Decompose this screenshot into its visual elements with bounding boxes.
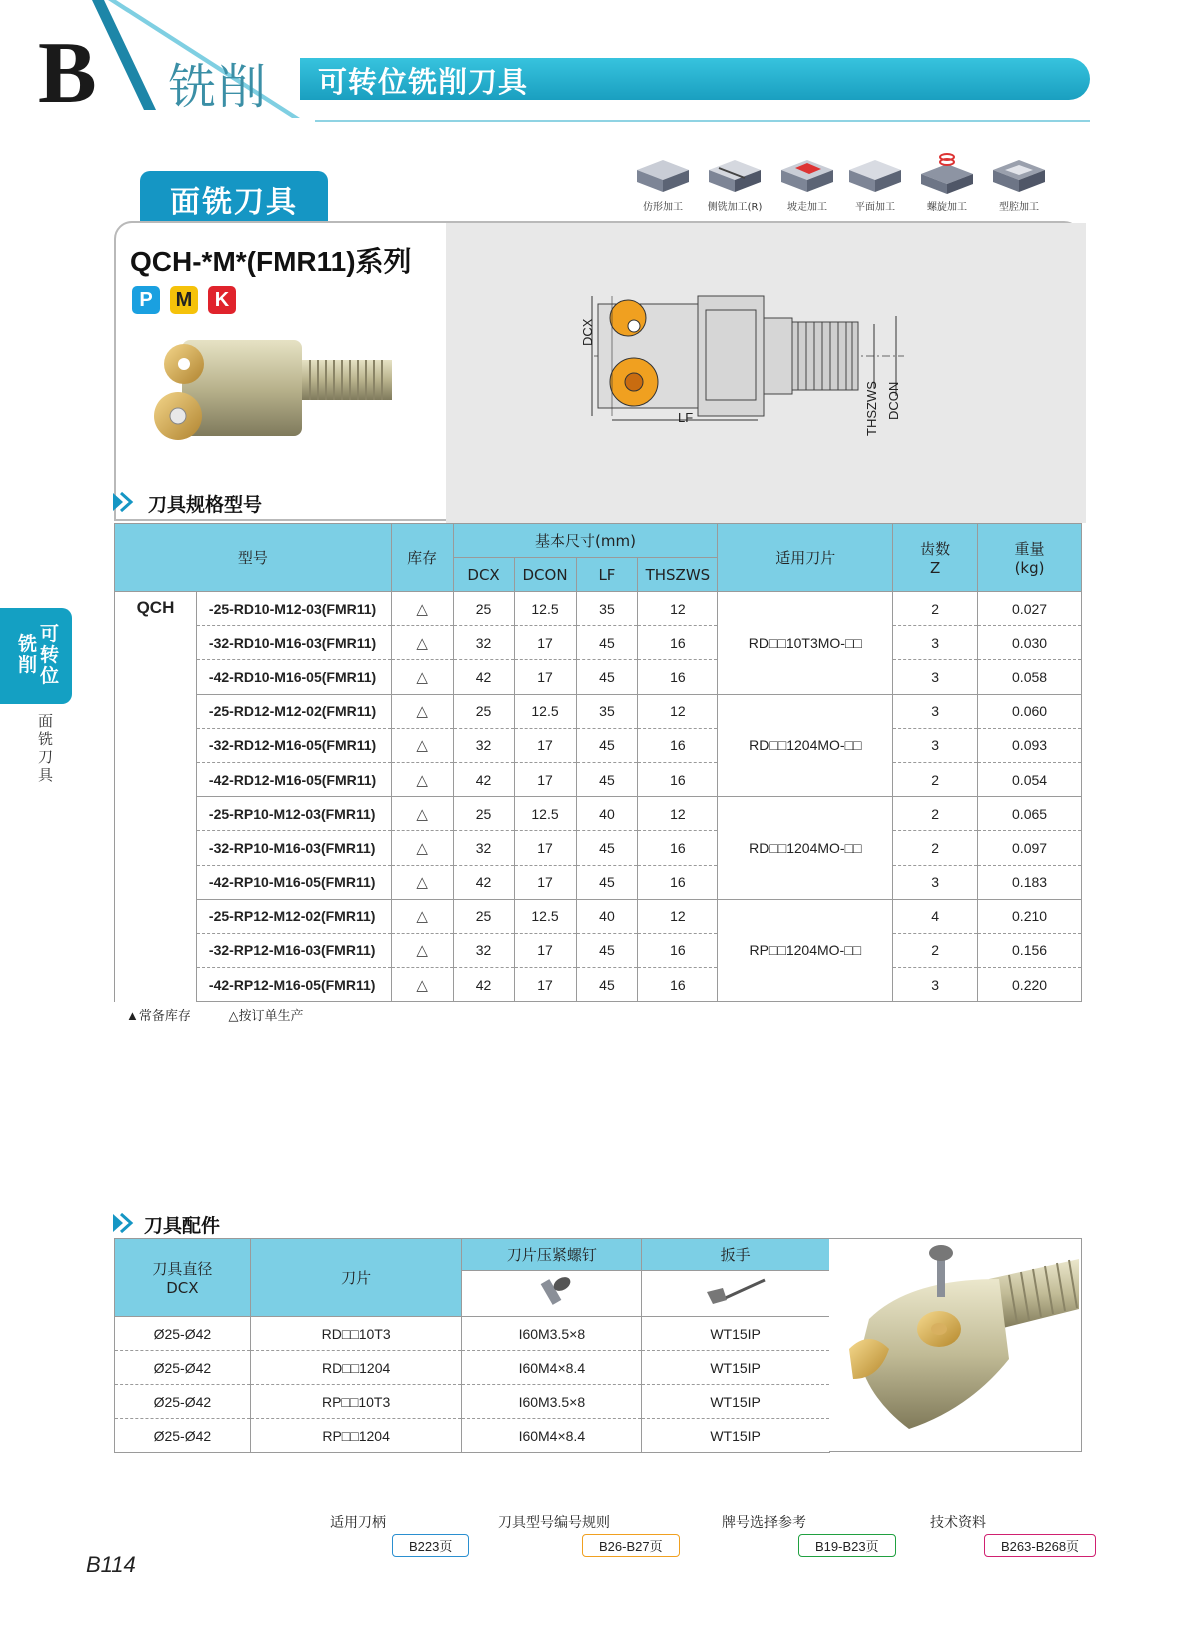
dcon-cell: 12.5	[514, 797, 576, 831]
screw-icon	[528, 1274, 576, 1310]
teeth-cell: 3	[893, 968, 978, 1002]
model-prefix: QCH	[115, 592, 197, 1002]
accessories-photo	[829, 1238, 1082, 1452]
legend-order: △按订单生产	[228, 1008, 304, 1023]
stock-cell: △	[391, 899, 453, 933]
accessories-table	[114, 1238, 830, 1453]
acc-insert-cell: RD□□10T3	[250, 1317, 462, 1351]
acc-insert-cell: RP□□10T3	[250, 1385, 462, 1419]
operation-profiling	[628, 152, 698, 213]
table-row	[115, 968, 1082, 1002]
acc-screw-cell: I60M3.5×8	[462, 1385, 642, 1419]
col-weight: 重量 (kg)	[978, 524, 1082, 592]
model-cell: -32-RP12-M16-03(FMR11)	[196, 933, 391, 967]
stock-cell: △	[391, 626, 453, 660]
operation-label: 螺旋加工	[927, 202, 967, 213]
operation-label: 型腔加工	[999, 202, 1039, 213]
lf-cell: 45	[576, 728, 638, 762]
weight-cell: 0.097	[978, 831, 1082, 865]
page-number: B114	[86, 1552, 136, 1577]
xref-page[interactable]: B19-B23页	[798, 1534, 896, 1557]
teeth-cell: 3	[893, 728, 978, 762]
table-row	[115, 933, 1082, 967]
dcx-cell: 25	[453, 694, 514, 728]
operation-label: 坡走加工	[787, 202, 827, 213]
acc-wrench-cell: WT15IP	[642, 1419, 830, 1453]
teeth-cell: 2	[893, 797, 978, 831]
col-dims: 基本尺寸(mm)	[453, 524, 718, 558]
thszws-label: THSZWS	[864, 381, 879, 436]
col-stock: 库存	[391, 524, 453, 592]
operation-side-milling	[700, 152, 770, 213]
model-cell: -25-RP10-M12-03(FMR11)	[196, 797, 391, 831]
tool-assembly-photo	[829, 1239, 1081, 1451]
wrench-icon	[701, 1274, 771, 1310]
double-arrow-icon	[113, 1212, 143, 1234]
dcon-cell: 17	[514, 762, 576, 796]
dcx-cell: 32	[453, 626, 514, 660]
table-row	[115, 1317, 830, 1351]
side-subsection-label: 面铣刀具	[38, 712, 54, 784]
lf-cell: 40	[576, 797, 638, 831]
lf-cell: 40	[576, 899, 638, 933]
model-cell: -32-RP10-M16-03(FMR11)	[196, 831, 391, 865]
weight-cell: 0.093	[978, 728, 1082, 762]
xref-label: 适用刀柄	[330, 1515, 386, 1531]
model-cell: -25-RD10-M12-03(FMR11)	[196, 592, 391, 626]
stock-cell: △	[391, 831, 453, 865]
acc-insert-cell: RD□□1204	[250, 1351, 462, 1385]
table-row	[115, 1419, 830, 1453]
stock-cell: △	[391, 797, 453, 831]
double-arrow-icon	[113, 491, 143, 513]
table-row	[115, 762, 1082, 796]
acc-dia-cell: Ø25-Ø42	[115, 1419, 251, 1453]
section-title: 铣削	[168, 59, 269, 115]
teeth-cell: 4	[893, 899, 978, 933]
teeth-cell: 2	[893, 933, 978, 967]
wrench-icon-cell	[642, 1271, 830, 1317]
dcx-cell: 42	[453, 762, 514, 796]
acc-col-insert: 刀片	[250, 1239, 462, 1317]
thszws-cell: 16	[638, 660, 718, 694]
acc-screw-cell: I60M4×8.4	[462, 1419, 642, 1453]
table-row	[115, 797, 1082, 831]
col-model: 型号	[115, 524, 392, 592]
model-cell: -42-RP10-M16-05(FMR11)	[196, 865, 391, 899]
weight-cell: 0.058	[978, 660, 1082, 694]
acc-wrench-cell: WT15IP	[642, 1317, 830, 1351]
dcon-label: DCON	[886, 381, 901, 420]
col-dcon: DCON	[514, 558, 576, 592]
operation-helical	[912, 152, 982, 213]
lf-cell: 45	[576, 762, 638, 796]
thszws-cell: 16	[638, 762, 718, 796]
accessories-heading: 刀具配件	[144, 1215, 221, 1237]
lf-cell: 45	[576, 660, 638, 694]
weight-cell: 0.027	[978, 592, 1082, 626]
legend-standard: ▲常备库存	[126, 1008, 191, 1023]
section-letter: B	[38, 25, 97, 122]
screw-icon-cell	[462, 1271, 642, 1317]
table-row	[115, 660, 1082, 694]
teeth-cell: 3	[893, 626, 978, 660]
thszws-cell: 12	[638, 592, 718, 626]
lf-cell: 45	[576, 831, 638, 865]
dcx-cell: 25	[453, 797, 514, 831]
insert-cell: RP□□1204MO-□□	[718, 899, 893, 1002]
thszws-cell: 12	[638, 694, 718, 728]
dcx-cell: 42	[453, 968, 514, 1002]
stock-cell: △	[391, 762, 453, 796]
model-cell: -25-RP12-M12-02(FMR11)	[196, 899, 391, 933]
lf-cell: 45	[576, 865, 638, 899]
xref-page[interactable]: B26-B27页	[582, 1534, 680, 1557]
thszws-cell: 16	[638, 831, 718, 865]
dcx-cell: 42	[453, 660, 514, 694]
header-divider	[315, 120, 1090, 122]
table-row	[115, 1351, 830, 1385]
profiling-icon	[633, 152, 693, 196]
page-title: 可转位铣削刀具	[318, 65, 529, 99]
acc-col-screw: 刀片压紧螺钉	[462, 1239, 642, 1271]
model-cell: -42-RD12-M16-05(FMR11)	[196, 762, 391, 796]
teeth-cell: 2	[893, 762, 978, 796]
table-row	[115, 694, 1082, 728]
dcon-cell: 12.5	[514, 694, 576, 728]
lf-cell: 45	[576, 968, 638, 1002]
material-badge-m: M	[170, 286, 198, 314]
weight-cell: 0.060	[978, 694, 1082, 728]
stock-cell: △	[391, 933, 453, 967]
dcon-cell: 17	[514, 865, 576, 899]
dcx-label: DCX	[580, 318, 595, 346]
dcon-cell: 12.5	[514, 592, 576, 626]
stock-cell: △	[391, 592, 453, 626]
xref-page[interactable]: B263-B268页	[984, 1534, 1096, 1557]
table-row	[115, 1385, 830, 1419]
side-milling-icon	[705, 152, 765, 196]
series-title: QCH-*M*(FMR11)系列	[130, 246, 412, 277]
dcon-cell: 17	[514, 968, 576, 1002]
acc-col-dia: 刀具直径 DCX	[115, 1239, 251, 1317]
stock-cell: △	[391, 865, 453, 899]
dcon-cell: 17	[514, 660, 576, 694]
table-row	[115, 728, 1082, 762]
operation-icons	[628, 152, 1058, 218]
technical-drawing	[580, 296, 924, 446]
model-cell: -32-RD10-M16-03(FMR11)	[196, 626, 391, 660]
stock-cell: △	[391, 660, 453, 694]
col-dcx: DCX	[453, 558, 514, 592]
category-title: 面铣刀具	[170, 185, 298, 220]
dcon-cell: 17	[514, 831, 576, 865]
acc-dia-cell: Ø25-Ø42	[115, 1317, 251, 1351]
helical-icon	[917, 152, 977, 196]
xref-grade[interactable]	[722, 1512, 879, 1554]
table-row	[115, 592, 1082, 626]
ramping-icon	[777, 152, 837, 196]
model-cell: -25-RD12-M12-02(FMR11)	[196, 694, 391, 728]
material-badge-p: P	[132, 286, 160, 314]
thszws-cell: 16	[638, 728, 718, 762]
spec-table	[114, 523, 1082, 1002]
spec-heading: 刀具规格型号	[148, 494, 263, 516]
dcon-cell: 17	[514, 626, 576, 660]
col-teeth: 齿数 Z	[893, 524, 978, 592]
xref-page[interactable]: B223页	[392, 1534, 469, 1557]
teeth-cell: 2	[893, 831, 978, 865]
acc-wrench-cell: WT15IP	[642, 1385, 830, 1419]
tool-photo	[152, 340, 402, 460]
operation-label: 平面加工	[855, 202, 895, 213]
col-lf: LF	[576, 558, 638, 592]
dcx-cell: 25	[453, 592, 514, 626]
acc-wrench-cell: WT15IP	[642, 1351, 830, 1385]
xref-numbering[interactable]	[498, 1512, 663, 1554]
xref-label: 牌号选择参考	[722, 1515, 806, 1531]
thszws-cell: 12	[638, 797, 718, 831]
acc-col-wrench: 扳手	[642, 1239, 830, 1271]
weight-cell: 0.183	[978, 865, 1082, 899]
dcon-cell: 12.5	[514, 899, 576, 933]
lf-cell: 35	[576, 694, 638, 728]
table-row	[115, 899, 1082, 933]
insert-cell: RD□□1204MO-□□	[718, 797, 893, 900]
lf-label: LF	[678, 410, 694, 425]
operation-pocketing	[984, 152, 1054, 213]
teeth-cell: 3	[893, 694, 978, 728]
xref-technical[interactable]	[930, 1512, 1080, 1554]
xref-label: 刀具型号编号规则	[498, 1515, 610, 1531]
acc-dia-cell: Ø25-Ø42	[115, 1351, 251, 1385]
thszws-cell: 16	[638, 968, 718, 1002]
xref-shank[interactable]	[330, 1512, 453, 1554]
side-tab-label-2: 可转位	[40, 623, 60, 687]
acc-screw-cell: I60M4×8.4	[462, 1351, 642, 1385]
col-insert: 适用刀片	[718, 524, 893, 592]
lf-cell: 35	[576, 592, 638, 626]
model-cell: -42-RD10-M16-05(FMR11)	[196, 660, 391, 694]
stock-cell: △	[391, 728, 453, 762]
model-cell: -42-RP12-M16-05(FMR11)	[196, 968, 391, 1002]
thszws-cell: 16	[638, 933, 718, 967]
face-milling-icon	[845, 152, 905, 196]
table-row	[115, 831, 1082, 865]
insert-cell: RD□□10T3MO-□□	[718, 592, 893, 695]
stock-cell: △	[391, 968, 453, 1002]
col-thszws: THSZWS	[638, 558, 718, 592]
teeth-cell: 2	[893, 592, 978, 626]
weight-cell: 0.210	[978, 899, 1082, 933]
dcx-cell: 32	[453, 933, 514, 967]
xref-label: 技术资料	[930, 1515, 986, 1531]
dcx-cell: 42	[453, 865, 514, 899]
pocketing-icon	[989, 152, 1049, 196]
stock-cell: △	[391, 694, 453, 728]
operation-ramping	[772, 152, 842, 213]
teeth-cell: 3	[893, 865, 978, 899]
material-badge-k: K	[208, 286, 236, 314]
acc-dia-cell: Ø25-Ø42	[115, 1385, 251, 1419]
dcx-cell: 25	[453, 899, 514, 933]
dcx-cell: 32	[453, 728, 514, 762]
teeth-cell: 3	[893, 660, 978, 694]
insert-cell: RD□□1204MO-□□	[718, 694, 893, 797]
acc-screw-cell: I60M3.5×8	[462, 1317, 642, 1351]
thszws-cell: 16	[638, 626, 718, 660]
side-tab-label-1: 铣削	[18, 633, 38, 676]
dcon-cell: 17	[514, 933, 576, 967]
weight-cell: 0.030	[978, 626, 1082, 660]
weight-cell: 0.156	[978, 933, 1082, 967]
weight-cell: 0.054	[978, 762, 1082, 796]
model-cell: -32-RD12-M16-05(FMR11)	[196, 728, 391, 762]
operation-face-milling	[840, 152, 910, 213]
weight-cell: 0.220	[978, 968, 1082, 1002]
lf-cell: 45	[576, 626, 638, 660]
table-row	[115, 865, 1082, 899]
table-row	[115, 626, 1082, 660]
thszws-cell: 16	[638, 865, 718, 899]
operation-label: 侧铣加工(R)	[707, 202, 763, 213]
dcon-cell: 17	[514, 728, 576, 762]
acc-insert-cell: RP□□1204	[250, 1419, 462, 1453]
dcx-cell: 32	[453, 831, 514, 865]
weight-cell: 0.065	[978, 797, 1082, 831]
operation-label: 仿形加工	[643, 202, 683, 213]
thszws-cell: 12	[638, 899, 718, 933]
lf-cell: 45	[576, 933, 638, 967]
stock-legend	[126, 1005, 338, 1024]
